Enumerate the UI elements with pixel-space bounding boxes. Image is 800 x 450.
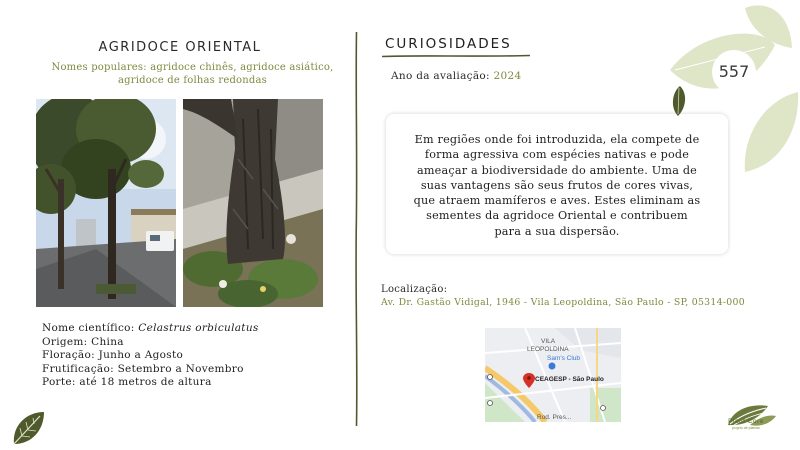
location-label: Localização:	[381, 284, 448, 295]
section-title: CURIOSIDADES	[385, 36, 512, 52]
title-underline	[382, 54, 530, 58]
evaluation-year: Ano da avaliação: 2024	[391, 70, 522, 82]
popular-names: Nomes populares: agridoce chinês, agridoce asiático, agridoce de folhas redondas	[51, 62, 334, 86]
species-facts	[42, 322, 259, 390]
scientific-name: Nome científico: Celastrus orbiculatus	[42, 322, 259, 334]
species-number-badge: 557	[712, 50, 756, 94]
fruiting: Frutificação: Setembro a Novembro	[42, 362, 244, 375]
brand-tagline: projeto de plantas	[732, 426, 760, 430]
origin: Origem: China	[42, 335, 124, 348]
location-address: Av. Dr. Gastão Vidigal, 1946 - Vila Leopoldina, São Paulo - SP, 05314-000	[381, 297, 745, 308]
trunk-photo	[183, 99, 323, 307]
location-map[interactable]: VILA LEOPOLDINA Sam's Club CEAGESP - São Paulo Rod. Pres...	[485, 328, 621, 422]
curiosity-text: Em regiões onde foi introduzida, ela compete de forma agressiva com espécies nativas e pode ameaçar a biodiversidade do ambiente. Uma de suas vantagens são seus frutos de cores vivas, que atraem mamíferos e aves. Estes eliminam as sementes da agridoce Oriental e contribuem para a sua dispersão.	[413, 133, 701, 238]
brand-name: Plant Core	[728, 418, 764, 425]
plant-core-logo-icon	[720, 390, 780, 440]
size: Porte: até 18 metros de altura	[42, 376, 212, 389]
species-title: AGRIDOCE ORIENTAL	[98, 40, 262, 55]
decorative-leaves	[670, 0, 800, 200]
leaf-icon	[8, 408, 48, 448]
column-divider	[355, 32, 358, 426]
street-trees-photo	[36, 99, 176, 307]
flowering: Floração: Junho a Agosto	[42, 349, 184, 362]
